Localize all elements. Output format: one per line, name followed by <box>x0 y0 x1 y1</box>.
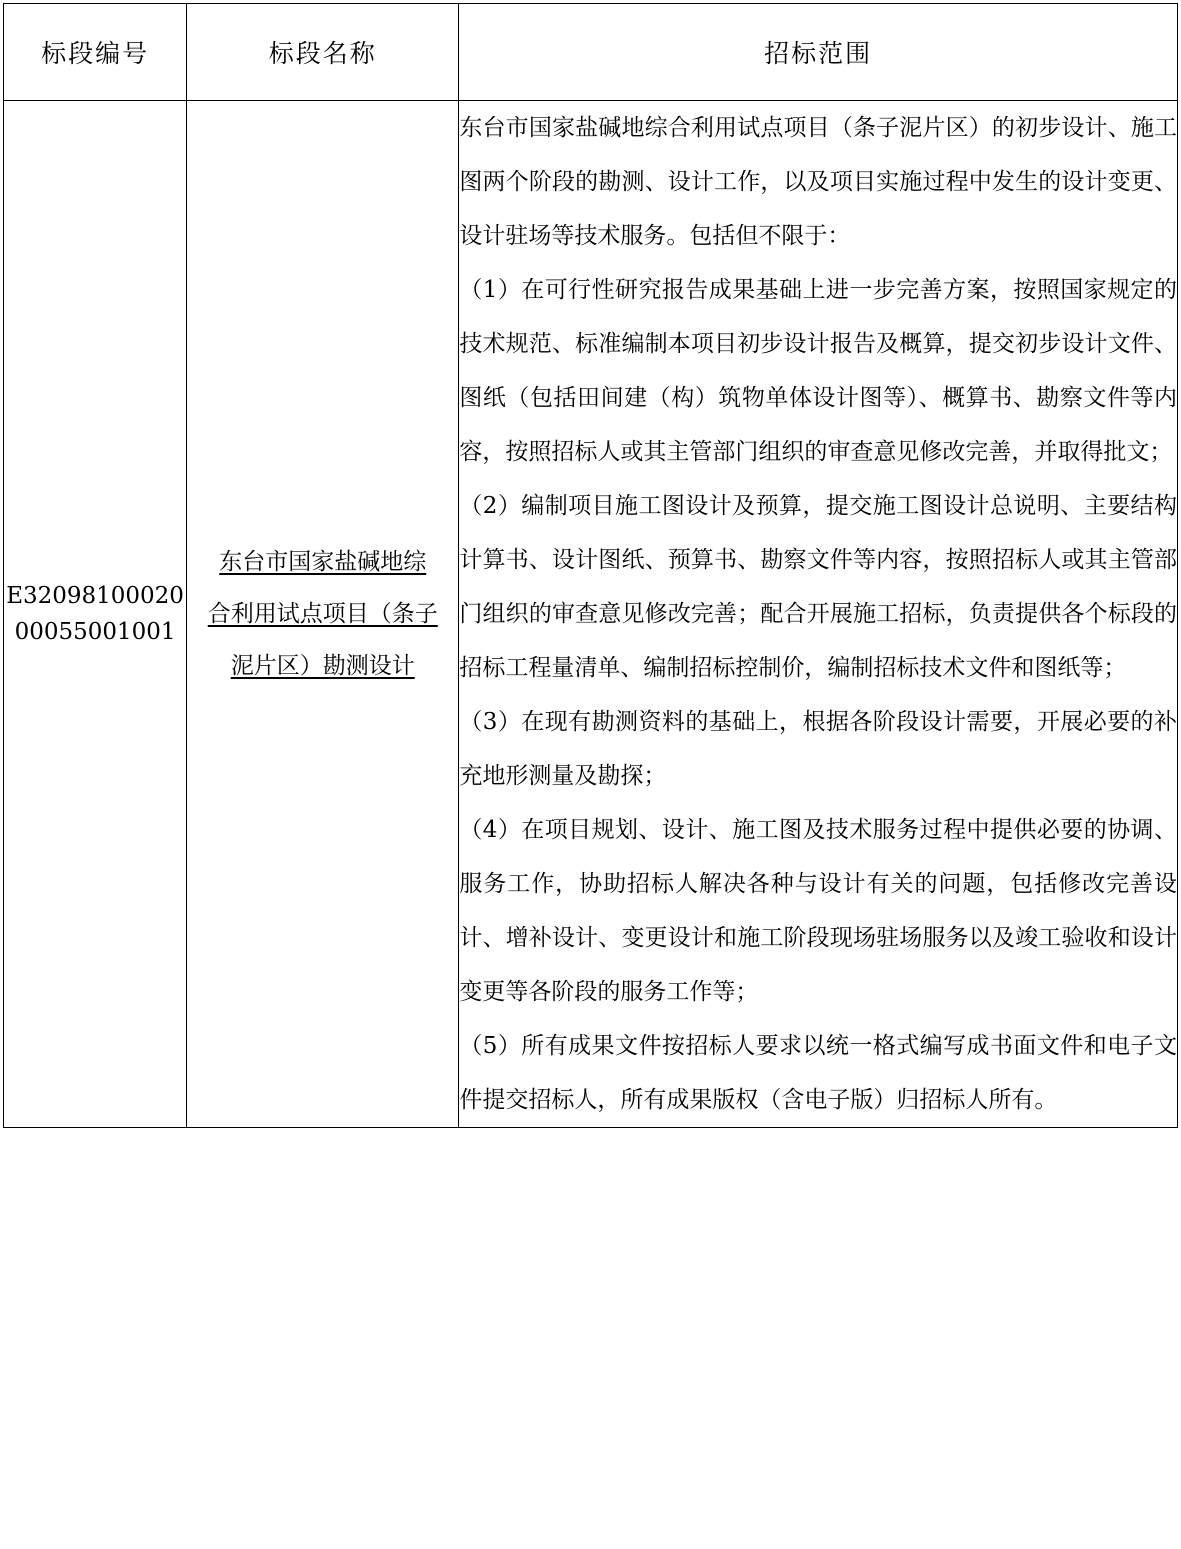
bid-section-table <box>3 3 1178 1128</box>
scope-paragraph-1: （1）在可行性研究报告成果基础上进一步完善方案，按照国家规定的技术规范、标准编制本项目初步设计报告及概算，提交初步设计文件、图纸（包括田间建（构）筑物单体设计图等）、概算书、勘察文件等内容，按照招标人或其主管部门组织的审查意见修改完善，并取得批文； <box>459 277 1177 465</box>
column-header-name: 标段名称 <box>187 4 459 101</box>
scope-paragraph-4: （4）在项目规划、设计、施工图及技术服务过程中提供必要的协调、服务工作，协助招标人解决各种与设计有关的问题，包括修改完善设计、增补设计、变更设计和施工阶段现场驻场服务以及竣工验收和设计变更等各阶段的服务工作等； <box>459 817 1177 1005</box>
scope-paragraph-intro: 东台市国家盐碱地综合利用试点项目（条子泥片区）的初步设计、施工图两个阶段的勘测、设计工作，以及项目实施过程中发生的设计变更、设计驻场等技术服务。包括但不限于： <box>459 115 1177 249</box>
table-row <box>4 101 1178 1128</box>
section-name-line-2: 合利用试点项目（条子 <box>207 601 438 627</box>
cell-bidding-scope <box>459 101 1178 1128</box>
cell-section-code: E3209810002000055001001 <box>4 101 187 1128</box>
column-header-scope: 招标范围 <box>459 4 1178 101</box>
scope-paragraph-2: （2）编制项目施工图设计及预算，提交施工图设计总说明、主要结构计算书、设计图纸、预算书、勘察文件等内容，按照招标人或其主管部门组织的审查意见修改完善；配合开展施工招标，负责提供各个标段的招标工程量清单、编制招标控制价，编制招标技术文件和图纸等； <box>459 493 1177 681</box>
table-header-row <box>4 4 1178 101</box>
scope-paragraph-5: （5）所有成果文件按招标人要求以统一格式编写成书面文件和电子文件提交招标人，所有成果版权（含电子版）归招标人所有。 <box>459 1033 1177 1113</box>
scope-paragraph-3: （3）在现有勘测资料的基础上，根据各阶段设计需要，开展必要的补充地形测量及勘探； <box>459 709 1177 789</box>
cell-section-name <box>187 101 459 1128</box>
column-header-code: 标段编号 <box>4 4 187 101</box>
document-page <box>0 3 1181 1549</box>
section-name-line-1: 东台市国家盐碱地综 <box>219 549 427 575</box>
section-name-line-3: 泥片区）勘测设计 <box>230 653 415 679</box>
